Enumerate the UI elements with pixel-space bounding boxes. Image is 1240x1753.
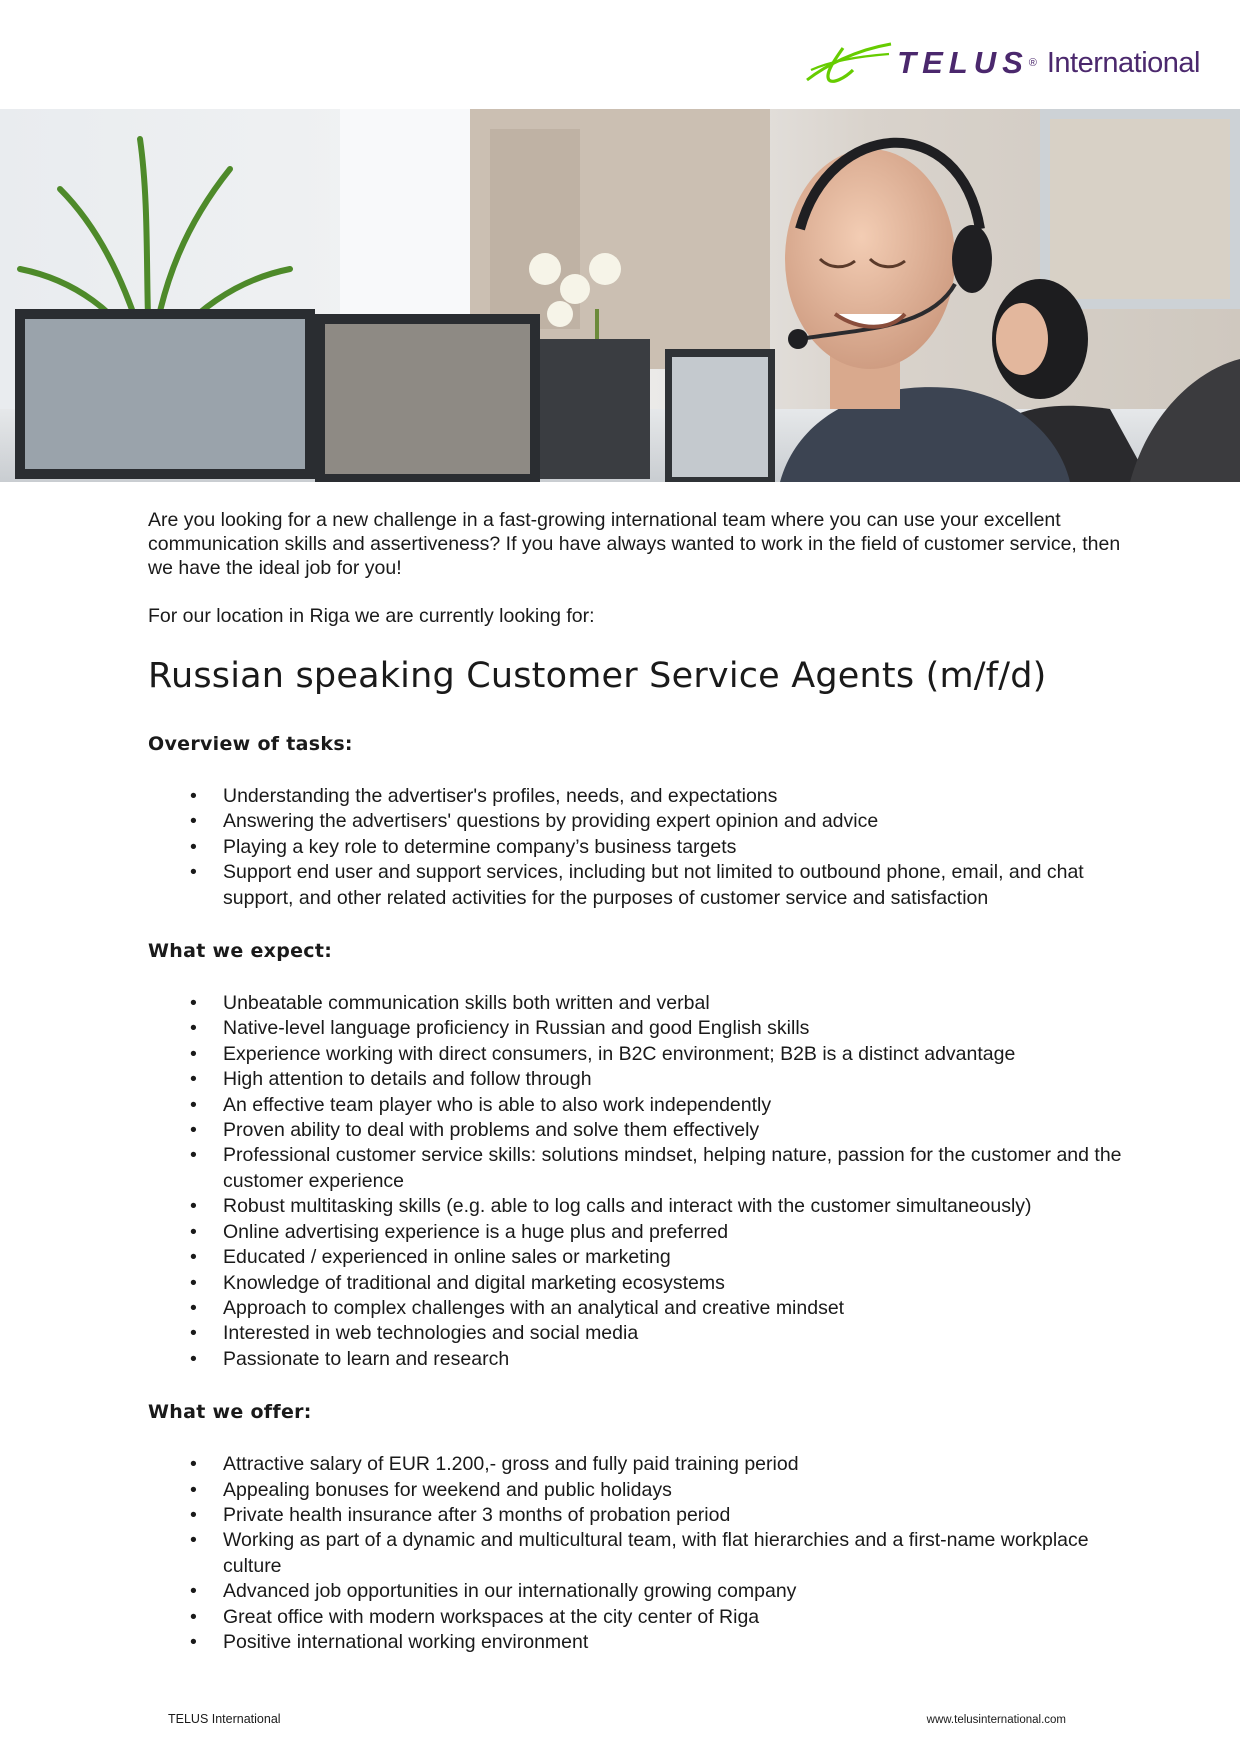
footer-company-name: TELUS International — [168, 1712, 281, 1726]
call-center-photo-icon — [0, 109, 1240, 482]
list-item: • Working as part of a dynamic and multicultural team, with flat hierarchies and a first-name workplace culture — [148, 1528, 1138, 1579]
list-item: • Understanding the advertiser's profiles, needs, and expectations — [148, 784, 1138, 809]
offer-list — [148, 1452, 1138, 1655]
section-heading-tasks: Overview of tasks: — [148, 733, 353, 755]
logo-brand-text: TELUS — [897, 45, 1029, 80]
list-item: • High attention to details and follow through — [148, 1067, 1138, 1092]
expectations-list — [148, 991, 1138, 1372]
list-item: • Interested in web technologies and social media — [148, 1321, 1138, 1346]
section-heading-offer: What we offer: — [148, 1401, 312, 1424]
list-item: • Proven ability to deal with problems and solve them effectively — [148, 1118, 1138, 1143]
intro-paragraph: Are you looking for a new challenge in a fast-growing international team where you can use your excellent communication skills and assertiveness? If you have always wanted to work in the field of customer service, then we have the ideal job for you! — [148, 509, 1121, 579]
job-posting-content — [148, 508, 1138, 1683]
list-item: • Advanced job opportunities in our internationally growing company — [148, 1579, 1138, 1604]
list-item: • Knowledge of traditional and digital marketing ecosystems — [148, 1271, 1138, 1296]
list-item: • Appealing bonuses for weekend and public holidays — [148, 1478, 1138, 1503]
list-item: • An effective team player who is able to also work independently — [148, 1093, 1138, 1118]
list-item: • Experience working with direct consumers, in B2C environment; B2B is a distinct advantage — [148, 1042, 1138, 1067]
footer-website-link[interactable]: www.telusinternational.com — [926, 1714, 1066, 1726]
list-item: • Professional customer service skills: solutions mindset, helping nature, passion for the customer and the customer experience — [148, 1143, 1138, 1194]
list-item: • Educated / experienced in online sales or marketing — [148, 1245, 1138, 1270]
list-item: • Robust multitasking skills (e.g. able to log calls and interact with the customer simultaneously) — [148, 1194, 1138, 1219]
list-item: • Great office with modern workspaces at the city center of Riga — [148, 1605, 1138, 1630]
list-item: • Native-level language proficiency in Russian and good English skills — [148, 1016, 1138, 1041]
list-item: • Support end user and support services, including but not limited to outbound phone, email, and chat support, and other related activities for the purposes of customer service and satisfaction — [148, 860, 1138, 911]
list-item: • Online advertising experience is a huge plus and preferred — [148, 1220, 1138, 1245]
section-heading-expect: What we expect: — [148, 940, 333, 963]
list-item: • Unbeatable communication skills both written and verbal — [148, 991, 1138, 1016]
logo-suffix-text: International — [1046, 46, 1200, 79]
logo-registered-mark: ® — [1028, 57, 1037, 69]
hero-photo — [0, 109, 1240, 482]
telus-swoosh-icon — [803, 40, 893, 86]
list-item: • Private health insurance after 3 months of probation period — [148, 1503, 1138, 1528]
company-logo — [803, 38, 1200, 88]
list-item: • Positive international working environment — [148, 1630, 1138, 1655]
tasks-list — [148, 784, 1138, 911]
list-item: • Answering the advertisers' questions by providing expert opinion and advice — [148, 809, 1138, 834]
job-title: Russian speaking Customer Service Agents (m/f/d) — [148, 656, 1047, 696]
location-line: For our location in Riga we are currently looking for: — [148, 605, 595, 627]
list-item: • Attractive salary of EUR 1.200,- gross and fully paid training period — [148, 1452, 1138, 1477]
list-item: • Passionate to learn and research — [148, 1347, 1138, 1372]
list-item: • Playing a key role to determine company’s business targets — [148, 835, 1138, 860]
list-item: • Approach to complex challenges with an analytical and creative mindset — [148, 1296, 1138, 1321]
